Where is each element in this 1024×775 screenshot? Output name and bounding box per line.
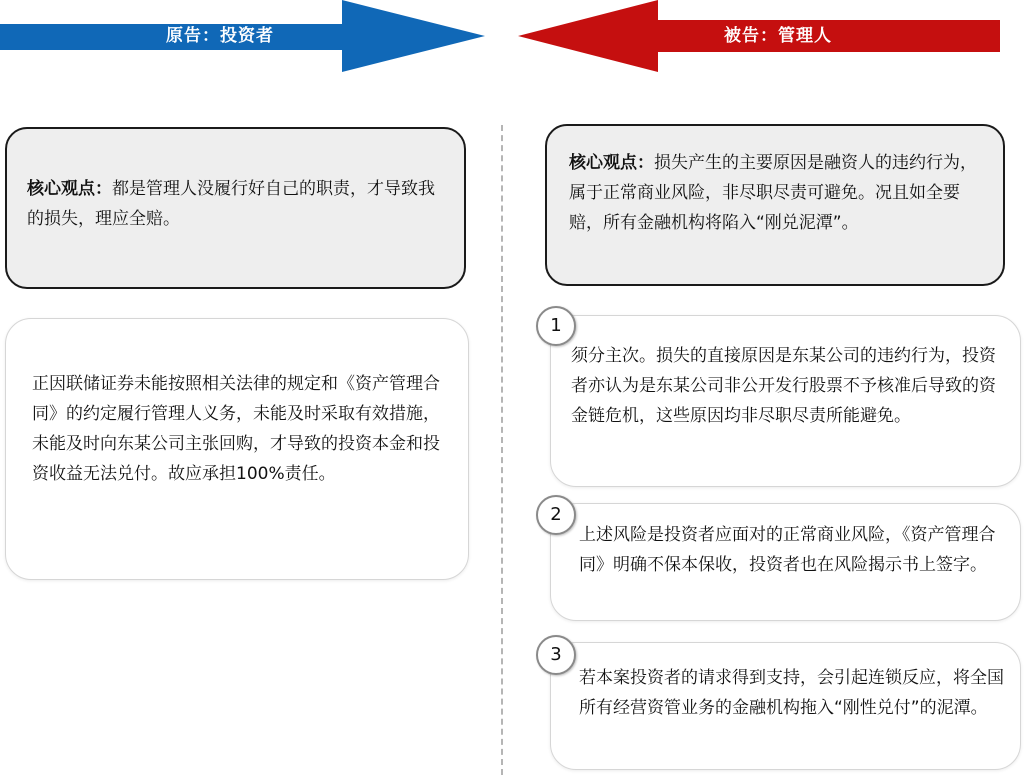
point-number-badge-1: 1 — [536, 306, 576, 346]
defendant-arrow — [518, 0, 1000, 72]
defendant-label: 被告：管理人 — [724, 26, 832, 46]
defendant-point-1: 须分主次。损失的直接原因是东某公司的违约行为，投资者亦认为是东某公司非公开发行股票不予核准后导致的资金链危机，这些原因均非尽职尽责所能避免。 — [550, 315, 1021, 487]
plaintiff-core-view — [5, 127, 466, 289]
defendant-core-text: 损失产生的主要原因是融资人的违约行为，属于正常商业风险，非尽职尽责可避免。况且如全要赔，所有金融机构将陷入“刚兑泥潭”。 — [569, 153, 977, 233]
point-number-badge-2: 2 — [536, 495, 576, 535]
plaintiff-arrow — [0, 0, 485, 72]
plaintiff-detail: 正因联储证券未能按照相关法律的规定和《资产管理合同》的约定履行管理人义务，未能及时采取有效措施，未能及时向东某公司主张回购，才导致的投资本金和投资收益无法兑付。故应承担100%责任。 — [5, 318, 469, 580]
plaintiff-core-lead: 核心观点： — [27, 179, 112, 199]
plaintiff-core-text: 都是管理人没履行好自己的职责，才导致我的损失，理应全赔。 — [27, 179, 435, 229]
defendant-point-3: 若本案投资者的请求得到支持，会引起连锁反应，将全国所有经营资管业务的金融机构拖入“刚性兑付”的泥潭。 — [550, 642, 1021, 770]
defendant-core-lead: 核心观点： — [569, 153, 654, 173]
defendant-point-2: 上述风险是投资者应面对的正常商业风险，《资产管理合同》明确不保本保收，投资者也在风险揭示书上签字。 — [550, 503, 1021, 621]
plaintiff-label: 原告：投资者 — [166, 26, 274, 46]
center-divider — [501, 125, 503, 775]
defendant-core-view — [545, 124, 1005, 286]
point-number-badge-3: 3 — [536, 635, 576, 675]
